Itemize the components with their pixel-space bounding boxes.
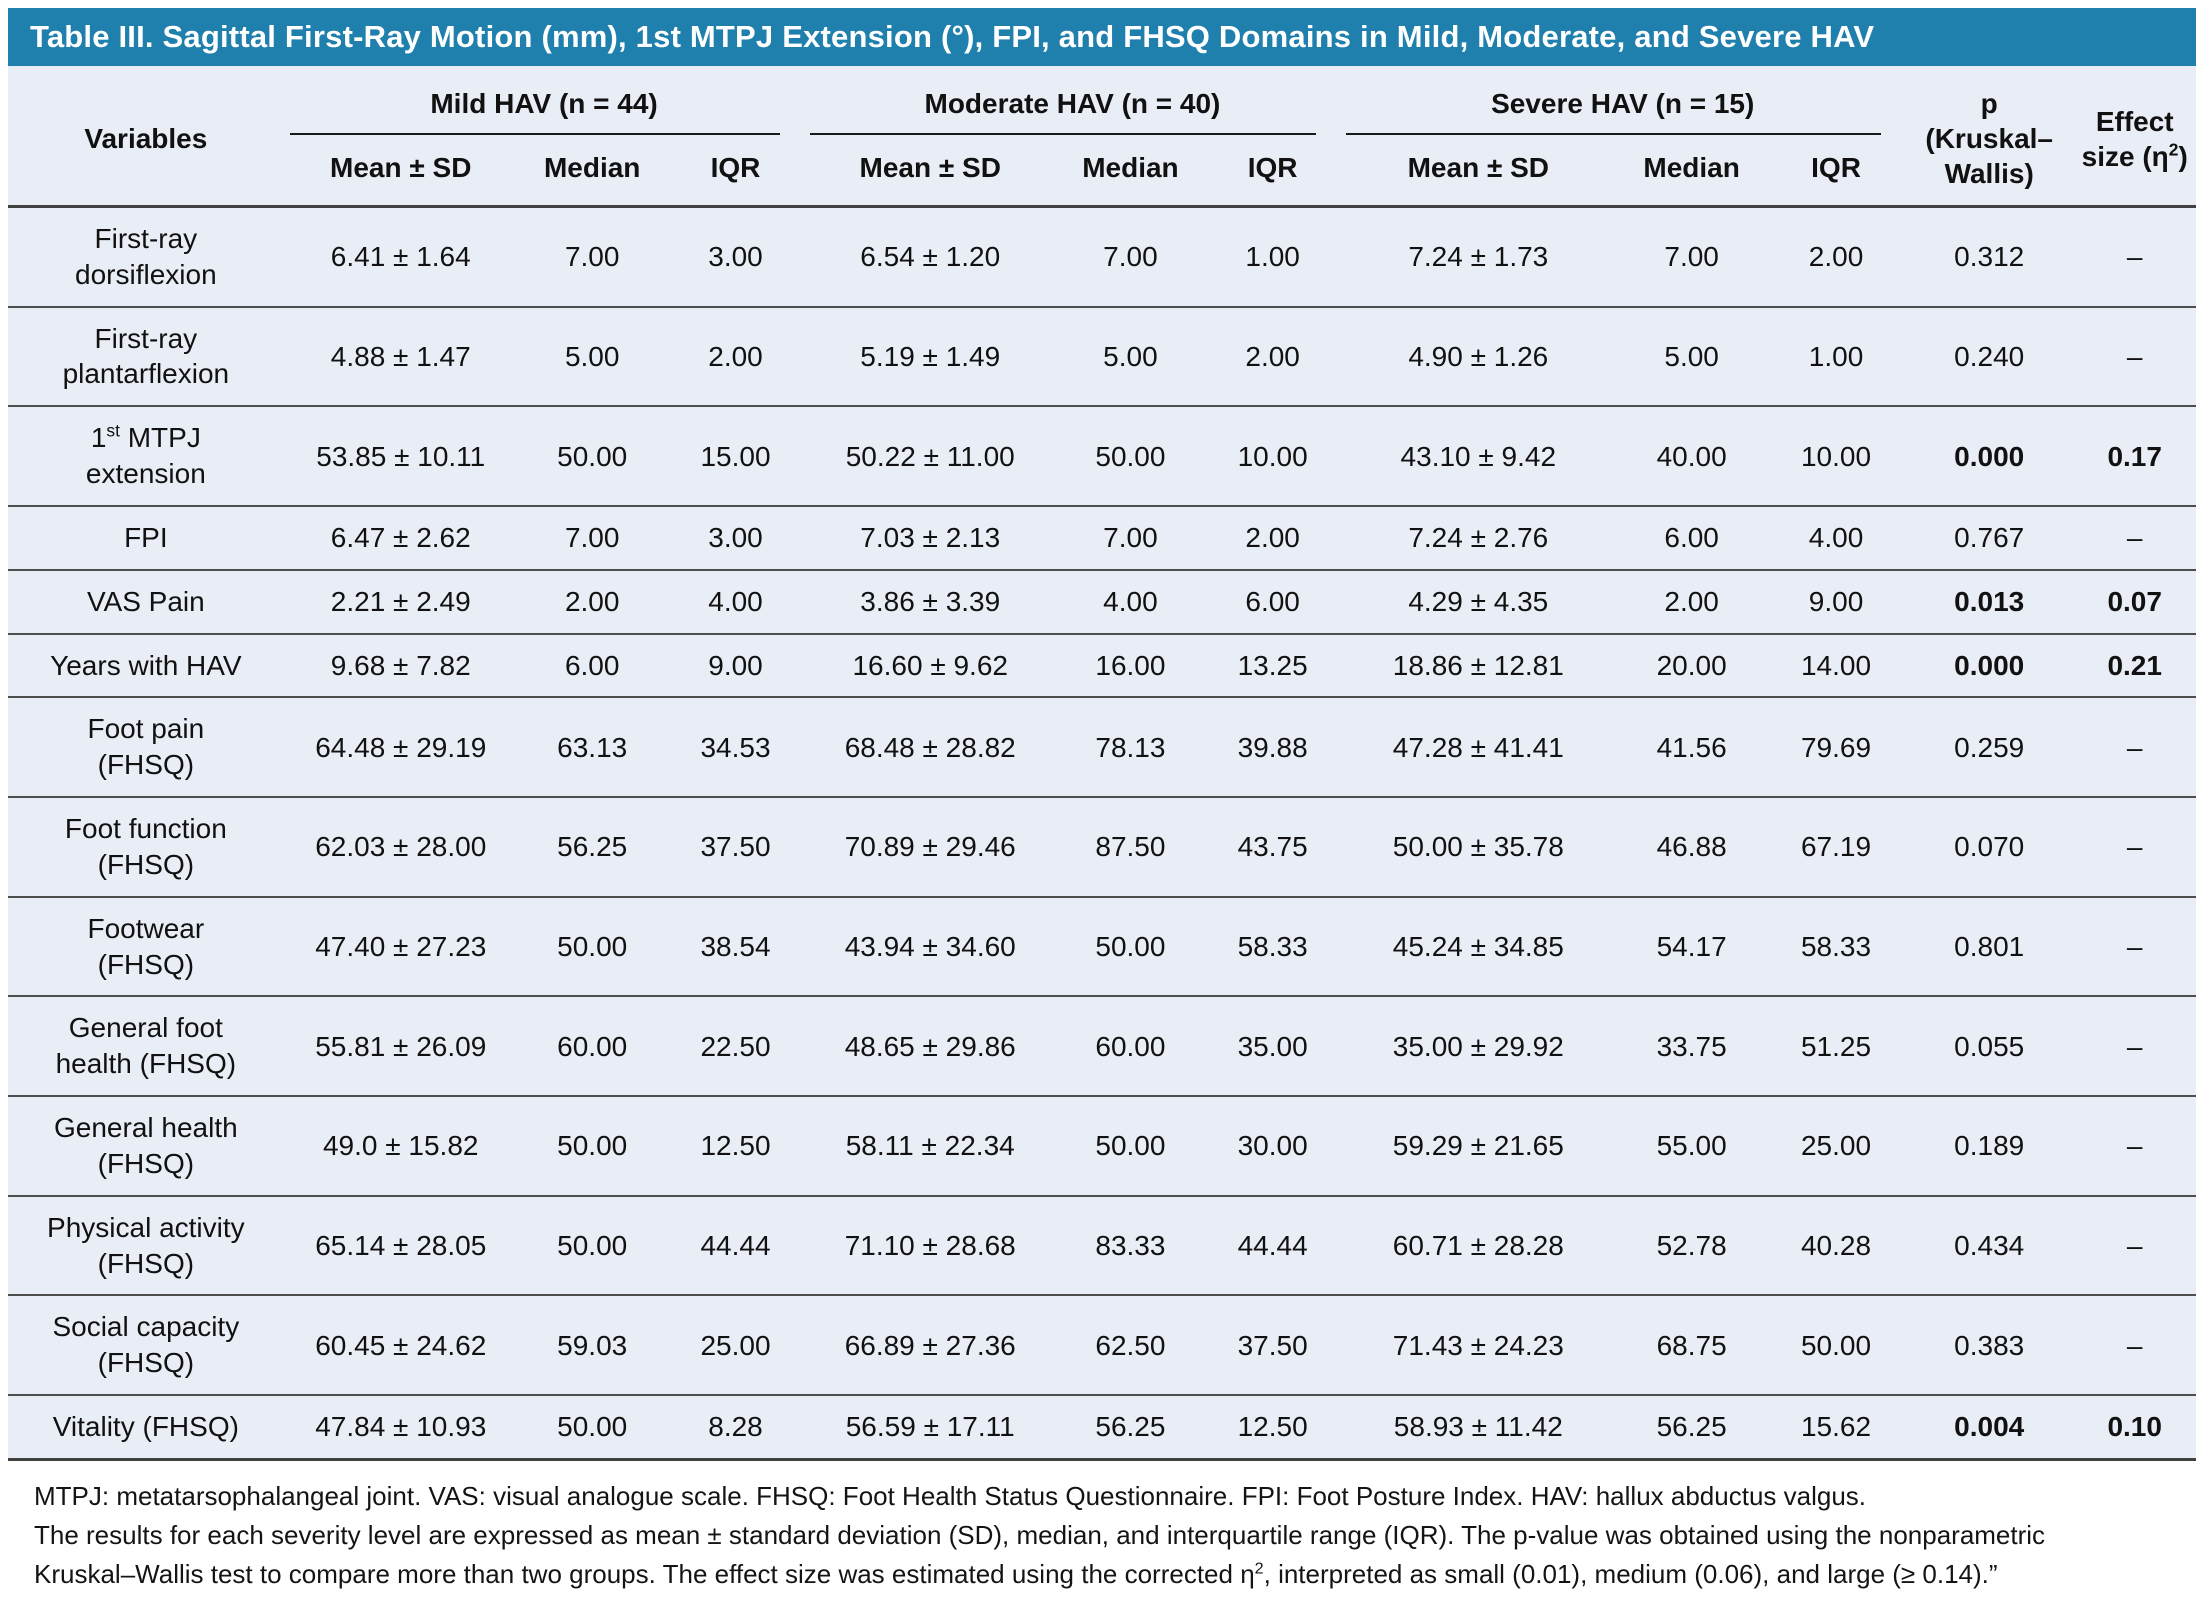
- moderate-median-header: Median: [1056, 135, 1205, 206]
- mild-mean-cell: 49.0 ± 15.82: [284, 1096, 518, 1196]
- moderate-median-cell: 7.00: [1103, 241, 1158, 273]
- severe-iqr-cell: 40.28: [1767, 1196, 1905, 1296]
- severe-iqr-cell: 10.00: [1767, 406, 1905, 506]
- severe-median-cell: 54.17: [1616, 897, 1767, 997]
- severe-mean-cell: 4.29 ± 4.35: [1340, 570, 1616, 634]
- table-row: [8, 1295, 2196, 1395]
- footnote-methods-line1: The results for each severity level are expressed as mean ± standard deviation (SD), median, and interquartile range (IQR). The p-value was obtained using the nonparametric: [34, 1519, 2046, 1550]
- severe-iqr-cell: 4.00: [1767, 506, 1905, 570]
- table-row: [8, 634, 2196, 698]
- moderate-mean-cell: 70.89 ± 29.46: [804, 797, 1056, 897]
- severe-median-cell: 52.78: [1616, 1196, 1767, 1296]
- row-label: General health (FHSQ): [8, 1096, 284, 1196]
- effect-size-cell: 0.10: [2073, 1395, 2196, 1459]
- mild-iqr-cell: 25.00: [667, 1295, 805, 1395]
- moderate-median-cell: 56.25: [1056, 1395, 1205, 1459]
- effect-size-cell: –: [2073, 797, 2196, 897]
- moderate-mean-header: Mean ± SD: [804, 135, 1056, 206]
- moderate-mean-cell: 68.48 ± 28.82: [804, 697, 1056, 797]
- mild-iqr-cell: 44.44: [667, 1196, 805, 1296]
- table-row: [8, 570, 2196, 634]
- effect-size-cell: –: [2073, 1096, 2196, 1196]
- severe-mean-cell: 58.93 ± 11.42: [1340, 1395, 1616, 1459]
- severe-mean-cell: 59.29 ± 21.65: [1340, 1096, 1616, 1196]
- moderate-mean-cell: 6.54 ± 1.20: [860, 241, 1001, 273]
- table-row: [8, 1395, 2196, 1459]
- moderate-iqr-cell: 35.00: [1205, 996, 1341, 1096]
- severe-iqr-header: IQR: [1767, 135, 1905, 206]
- moderate-mean-cell: 48.65 ± 29.86: [804, 996, 1056, 1096]
- moderate-median-cell: 7.00: [1056, 506, 1205, 570]
- mild-median-cell: 60.00: [518, 996, 667, 1096]
- severe-mean-header: Mean ± SD: [1340, 135, 1616, 206]
- mild-iqr-cell: 2.00: [667, 307, 805, 407]
- row-label: Foot function (FHSQ): [8, 797, 284, 897]
- severe-median-cell: 40.00: [1616, 406, 1767, 506]
- mild-median-cell: 2.00: [518, 570, 667, 634]
- table-row: [8, 406, 2196, 506]
- mild-median-cell: 7.00: [518, 506, 667, 570]
- moderate-mean-cell: 71.10 ± 28.68: [804, 1196, 1056, 1296]
- moderate-median-cell: 50.00: [1056, 406, 1205, 506]
- row-label-text: 1: [90, 422, 107, 454]
- severe-median-cell: 6.00: [1616, 506, 1767, 570]
- mild-mean-cell: 9.68 ± 7.82: [284, 634, 518, 698]
- severe-iqr-cell: 58.33: [1767, 897, 1905, 997]
- moderate-mean-cell: 56.59 ± 17.11: [804, 1395, 1056, 1459]
- row-label: Social capacity (FHSQ): [8, 1295, 284, 1395]
- effect-size-cell: –: [2073, 1196, 2196, 1296]
- p-value-cell: 0.189: [1905, 1096, 2073, 1196]
- mild-median-cell: 50.00: [518, 1096, 667, 1196]
- row-label-text: MTPJ extension: [85, 422, 206, 490]
- row-label: VAS Pain: [8, 570, 284, 634]
- effect-size-cell: –: [2073, 1295, 2196, 1395]
- moderate-iqr-cell: 58.33: [1205, 897, 1341, 997]
- severe-median-cell: 5.00: [1616, 307, 1767, 407]
- p-value-cell: 0.000: [1905, 634, 2073, 698]
- severe-iqr-cell: 1.00: [1767, 307, 1905, 407]
- row-label: Foot pain (FHSQ): [8, 697, 284, 797]
- mild-iqr-cell: 8.28: [667, 1395, 805, 1459]
- mild-iqr-cell: 38.54: [667, 897, 805, 997]
- p-value-cell: 0.004: [1905, 1395, 2073, 1459]
- severe-median-cell: 56.25: [1616, 1395, 1767, 1459]
- severe-median-cell: 41.56: [1616, 697, 1767, 797]
- severe-mean-cell: 4.90 ± 1.26: [1340, 307, 1616, 407]
- p-value-cell: 0.055: [1905, 996, 2073, 1096]
- effect-header-close: ): [2178, 140, 2188, 172]
- moderate-iqr-cell: 6.00: [1205, 570, 1341, 634]
- moderate-mean-cell: 50.22 ± 11.00: [804, 406, 1056, 506]
- effect-size-header: [2073, 66, 2196, 207]
- p-value-cell: 0.801: [1905, 897, 2073, 997]
- p-value-cell: 0.259: [1905, 697, 2073, 797]
- mild-median-cell: 7.00: [564, 241, 620, 273]
- severe-mean-cell: 7.24 ± 2.76: [1340, 506, 1616, 570]
- mild-median-cell: 50.00: [518, 1395, 667, 1459]
- mild-median-cell: 56.25: [518, 797, 667, 897]
- mild-mean-cell: 47.40 ± 27.23: [284, 897, 518, 997]
- table-row: [8, 797, 2196, 897]
- p-value-cell: 0.767: [1905, 506, 2073, 570]
- moderate-median-cell: 4.00: [1056, 570, 1205, 634]
- row-label: FPI: [8, 506, 284, 570]
- moderate-iqr-cell: 39.88: [1205, 697, 1341, 797]
- severe-iqr-cell: 14.00: [1767, 634, 1905, 698]
- row-label: [8, 406, 284, 506]
- mild-median-cell: 63.13: [518, 697, 667, 797]
- moderate-iqr-header: IQR: [1205, 135, 1341, 206]
- sub-header-row: [8, 135, 2196, 206]
- table-row: [8, 996, 2196, 1096]
- moderate-iqr-cell: 37.50: [1205, 1295, 1341, 1395]
- moderate-iqr-cell: 13.25: [1205, 634, 1341, 698]
- footnote-text: , interpreted as small (0.01), medium (0.06), and large (≥ 0.14).”: [1263, 1558, 1998, 1589]
- table-row: [8, 897, 2196, 997]
- severe-mean-cell: 7.24 ± 1.73: [1408, 241, 1549, 273]
- severe-iqr-cell: 50.00: [1767, 1295, 1905, 1395]
- mild-iqr-cell: 12.50: [667, 1096, 805, 1196]
- p-value-cell: 0.000: [1905, 406, 2073, 506]
- severe-median-cell: 7.00: [1664, 241, 1719, 273]
- results-table: [8, 66, 2196, 1461]
- p-value-cell: 0.434: [1905, 1196, 2073, 1296]
- p-header-line1: p: [1980, 88, 1998, 119]
- table-row: [8, 506, 2196, 570]
- mild-iqr-cell: 22.50: [667, 996, 805, 1096]
- mild-mean-cell: 4.88 ± 1.47: [284, 307, 518, 407]
- mild-median-cell: 50.00: [518, 897, 667, 997]
- severe-mean-cell: 35.00 ± 29.92: [1340, 996, 1616, 1096]
- moderate-median-cell: 50.00: [1056, 897, 1205, 997]
- severe-median-cell: 55.00: [1616, 1096, 1767, 1196]
- severe-median-cell: 68.75: [1616, 1295, 1767, 1395]
- effect-size-cell: 0.17: [2073, 406, 2196, 506]
- table-row: [8, 697, 2196, 797]
- moderate-iqr-cell: 2.00: [1205, 307, 1341, 407]
- p-value-cell: 0.240: [1905, 307, 2073, 407]
- moderate-mean-cell: 5.19 ± 1.49: [804, 307, 1056, 407]
- moderate-iqr-cell: 44.44: [1205, 1196, 1341, 1296]
- severe-mean-cell: 18.86 ± 12.81: [1340, 634, 1616, 698]
- row-label: Years with HAV: [8, 634, 284, 698]
- table-row: [8, 1096, 2196, 1196]
- mild-median-header: Median: [518, 135, 667, 206]
- table-header: [8, 66, 2196, 207]
- moderate-median-cell: 16.00: [1056, 634, 1205, 698]
- moderate-iqr-cell: 1.00: [1245, 241, 1300, 273]
- severe-mean-cell: 50.00 ± 35.78: [1340, 797, 1616, 897]
- mild-iqr-cell: 4.00: [667, 570, 805, 634]
- severe-mean-cell: 43.10 ± 9.42: [1340, 406, 1616, 506]
- table-row: [8, 207, 2196, 307]
- mild-mean-cell: 2.21 ± 2.49: [284, 570, 518, 634]
- mild-mean-cell: 47.84 ± 10.93: [284, 1395, 518, 1459]
- p-value-cell: 0.013: [1905, 570, 2073, 634]
- p-value-cell: 0.312: [1954, 241, 2025, 273]
- effect-size-cell: –: [2073, 506, 2196, 570]
- moderate-median-cell: 62.50: [1056, 1295, 1205, 1395]
- mild-iqr-header: IQR: [667, 135, 805, 206]
- moderate-median-cell: 87.50: [1056, 797, 1205, 897]
- severe-iqr-cell: 25.00: [1767, 1096, 1905, 1196]
- severe-iqr-cell: 15.62: [1767, 1395, 1905, 1459]
- p-header-line2: (Kruskal–Wallis): [1925, 123, 2053, 189]
- severe-iqr-cell: 9.00: [1767, 570, 1905, 634]
- severe-mean-cell: 45.24 ± 34.85: [1340, 897, 1616, 997]
- effect-size-cell: –: [2073, 697, 2196, 797]
- effect-header-text: Effect size (η: [2081, 105, 2174, 172]
- severe-iqr-cell: 79.69: [1767, 697, 1905, 797]
- footnote-methods-line2: [34, 1555, 2186, 1594]
- row-label: Vitality (FHSQ): [8, 1395, 284, 1459]
- moderate-mean-cell: 66.89 ± 27.36: [804, 1295, 1056, 1395]
- mild-iqr-cell: 34.53: [667, 697, 805, 797]
- mild-mean-cell: 62.03 ± 28.00: [284, 797, 518, 897]
- mild-median-cell: 5.00: [518, 307, 667, 407]
- mild-median-cell: 6.00: [518, 634, 667, 698]
- severe-iqr-cell: 2.00: [1808, 241, 1864, 273]
- moderate-median-cell: 5.00: [1056, 307, 1205, 407]
- mild-mean-cell: 65.14 ± 28.05: [284, 1196, 518, 1296]
- row-label: General foot health (FHSQ): [8, 996, 284, 1096]
- p-value-cell: 0.383: [1905, 1295, 2073, 1395]
- group-header-moderate: Moderate HAV (n = 40): [804, 66, 1340, 135]
- table-row: [8, 307, 2196, 407]
- mild-iqr-cell: 9.00: [667, 634, 805, 698]
- group-header-row: [8, 66, 2196, 135]
- mild-mean-cell: 60.45 ± 24.62: [284, 1295, 518, 1395]
- mild-mean-cell: 6.41 ± 1.64: [330, 241, 471, 273]
- mild-mean-header: Mean ± SD: [284, 135, 518, 206]
- row-label: First-ray plantarflexion: [8, 307, 284, 407]
- moderate-iqr-cell: 10.00: [1205, 406, 1341, 506]
- severe-median-cell: 33.75: [1616, 996, 1767, 1096]
- effect-header-sup: 2: [2168, 139, 2179, 160]
- table-row: [8, 1196, 2196, 1296]
- moderate-mean-cell: 16.60 ± 9.62: [804, 634, 1056, 698]
- severe-mean-cell: 47.28 ± 41.41: [1340, 697, 1616, 797]
- mild-iqr-cell: 37.50: [667, 797, 805, 897]
- severe-mean-cell: 71.43 ± 24.23: [1340, 1295, 1616, 1395]
- footnote-abbreviations: MTPJ: metatarsophalangeal joint. VAS: visual analogue scale. FHSQ: Foot Health Status Questionnaire. FPI: Foot Posture Index. HAV: hallux abductus valgus.: [34, 1480, 1867, 1511]
- mild-iqr-cell: 3.00: [667, 506, 805, 570]
- moderate-median-cell: 50.00: [1056, 1096, 1205, 1196]
- footnote-text: Kruskal–Wallis test to compare more than two groups. The effect size was estimated using the corrected η: [34, 1558, 1255, 1589]
- mild-mean-cell: 64.48 ± 29.19: [284, 697, 518, 797]
- moderate-mean-cell: 43.94 ± 34.60: [804, 897, 1056, 997]
- mild-mean-cell: 6.47 ± 2.62: [284, 506, 518, 570]
- group-header-severe: Severe HAV (n = 15): [1340, 66, 1905, 135]
- severe-median-cell: 46.88: [1616, 797, 1767, 897]
- moderate-iqr-cell: 43.75: [1205, 797, 1341, 897]
- effect-size-cell: –: [2073, 996, 2196, 1096]
- severe-iqr-cell: 51.25: [1767, 996, 1905, 1096]
- mild-iqr-cell: 15.00: [667, 406, 805, 506]
- p-value-header: [1905, 66, 2073, 207]
- table-title: Table III. Sagittal First-Ray Motion (mm), 1st MTPJ Extension (°), FPI, and FHSQ Domains in Mild, Moderate, and Severe HAV: [30, 19, 1875, 54]
- severe-median-header: Median: [1616, 135, 1767, 206]
- effect-size-cell: 0.07: [2073, 570, 2196, 634]
- moderate-iqr-cell: 30.00: [1205, 1096, 1341, 1196]
- table-title-bar: [8, 8, 2196, 66]
- mild-median-cell: 59.03: [518, 1295, 667, 1395]
- row-label: First-ray dorsiflexion: [75, 223, 217, 290]
- moderate-iqr-cell: 2.00: [1205, 506, 1341, 570]
- mild-iqr-cell: 3.00: [708, 241, 763, 273]
- moderate-mean-cell: 3.86 ± 3.39: [804, 570, 1056, 634]
- effect-size-cell: –: [2073, 897, 2196, 997]
- effect-size-cell: –: [2073, 307, 2196, 407]
- severe-iqr-cell: 67.19: [1767, 797, 1905, 897]
- table-body: [8, 207, 2196, 1460]
- p-value-cell: 0.070: [1905, 797, 2073, 897]
- mild-mean-cell: 55.81 ± 26.09: [284, 996, 518, 1096]
- group-header-mild: Mild HAV (n = 44): [284, 66, 805, 135]
- effect-size-cell: 0.21: [2073, 634, 2196, 698]
- effect-size-cell: –: [2126, 241, 2143, 273]
- mild-median-cell: 50.00: [518, 406, 667, 506]
- moderate-median-cell: 60.00: [1056, 996, 1205, 1096]
- moderate-median-cell: 83.33: [1056, 1196, 1205, 1296]
- moderate-iqr-cell: 12.50: [1205, 1395, 1341, 1459]
- moderate-median-cell: 78.13: [1056, 697, 1205, 797]
- severe-mean-cell: 60.71 ± 28.28: [1340, 1196, 1616, 1296]
- moderate-mean-cell: 58.11 ± 22.34: [804, 1096, 1056, 1196]
- mild-mean-cell: 53.85 ± 10.11: [284, 406, 518, 506]
- table-footnotes: [8, 1461, 2196, 1608]
- row-label: Footwear (FHSQ): [8, 897, 284, 997]
- row-label-sup: st: [106, 420, 120, 441]
- variables-header: Variables: [8, 66, 284, 207]
- severe-median-cell: 20.00: [1616, 634, 1767, 698]
- moderate-mean-cell: 7.03 ± 2.13: [804, 506, 1056, 570]
- mild-median-cell: 50.00: [518, 1196, 667, 1296]
- row-label: Physical activity (FHSQ): [8, 1196, 284, 1296]
- severe-median-cell: 2.00: [1616, 570, 1767, 634]
- footnote-sup: 2: [1254, 1559, 1264, 1578]
